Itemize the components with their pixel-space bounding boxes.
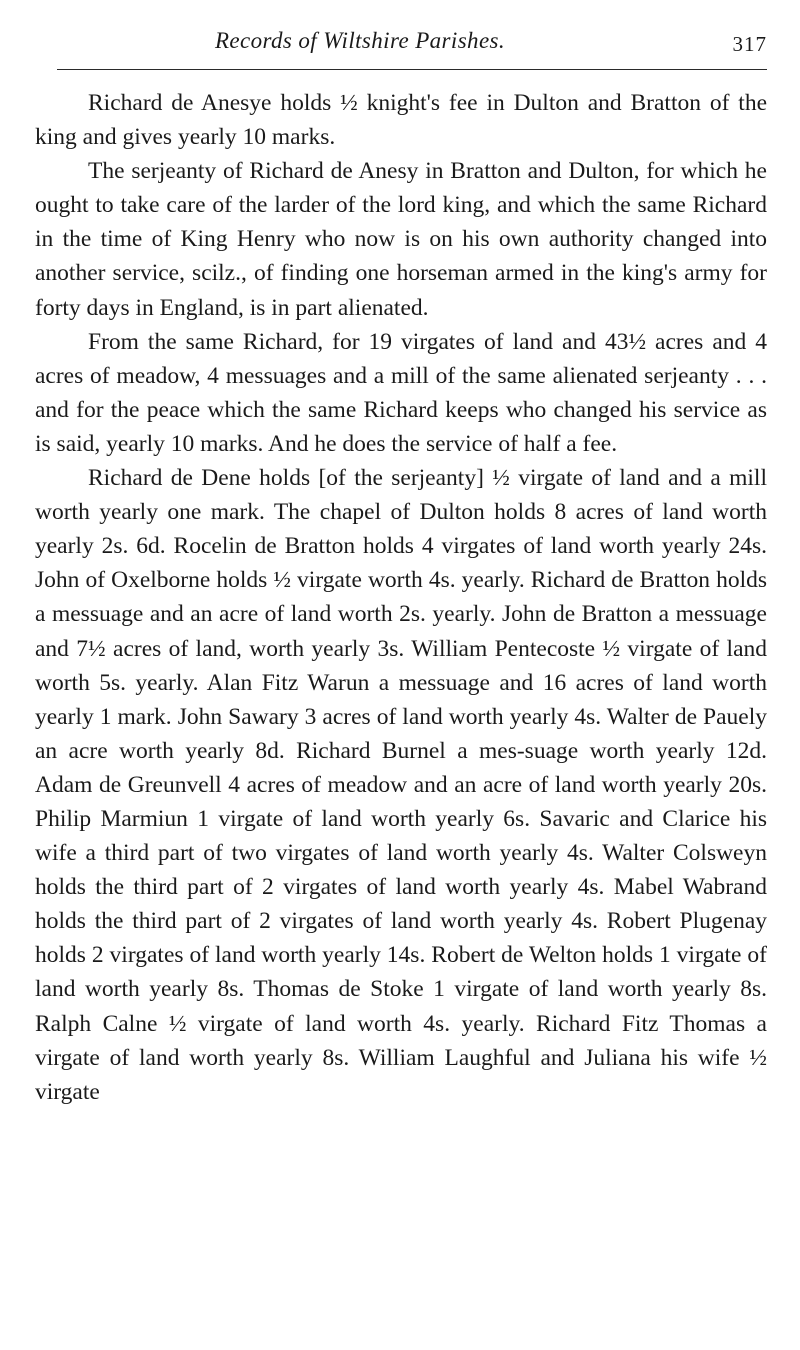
page-number: 317	[732, 32, 767, 56]
paragraph-tenants: Richard de Dene holds [of the serjeanty] ½ virgate of land and a mill worth yearly one mark. The chapel of Dulton holds 8 acres of land worth yearly 2s. 6d. Rocelin de Bratton holds 4 virgates of land worth yearly 24s. John of Oxelborne holds ½ virgate worth 4s. yearly. Richard de Bratton holds a messuage and an acre of land worth 2s. yearly. John de Bratton a messuage and 7½ acres of land, worth yearly 3s. William Pentecoste ½ virgate of land worth 5s. yearly. Alan Fitz Warun a messuage and 16 acres of land worth yearly 1 mark. John Sawary 3 acres of land worth yearly 4s. Walter de Pauely an acre worth yearly 8d. Richard Burnel a mes-suage worth yearly 12d. Adam de Greunvell 4 acres of meadow and an acre of land worth yearly 20s. Philip Marmiun 1 virgate of land worth yearly 6s. Savaric and Clarice his wife a third part of two virgates of land worth yearly 4s. Walter Colsweyn holds the third part of 2 virgates of land worth yearly 4s. Mabel Wabrand holds the third part of 2 virgates of land worth yearly 4s. Robert Plugenay holds 2 virgates of land worth yearly 14s. Robert de Welton holds 1 virgate of land worth yearly 8s. Thomas de Stoke 1 virgate of land worth yearly 8s. Ralph Calne ½ virgate of land worth 4s. yearly. Richard Fitz Thomas a virgate of land worth yearly 8s. William Laughful and Juliana his wife ½ virgate	[35, 465, 767, 1105]
paragraph-serjeanty: The serjeanty of Richard de Anesy in Bratton and Dulton, for which he ought to take care of the larder of the lord king, and which the same Richard in the time of King Henry who now is on his own authority changed into another service, scilz., of finding one horseman armed in the king's army for forty days in England, is in part alienated.	[35, 158, 767, 321]
running-head	[35, 28, 767, 62]
header-rule	[57, 69, 767, 70]
body-text	[35, 86, 767, 1109]
paragraph-knights-fee: Richard de Anesye holds ½ knight's fee in Dulton and Bratton of the king and gives yearly 10 marks.	[35, 90, 767, 151]
running-title: Records of Wiltshire Parishes.	[214, 28, 506, 53]
paragraph-alienated-lands: From the same Richard, for 19 virgates of land and 43½ acres and 4 acres of meadow, 4 messuages and a mill of the same alienated serjeanty . . . and for the peace which the same Richard keeps who changed his service as is said, yearly 10 marks. And he does the service of half a fee.	[35, 328, 767, 457]
